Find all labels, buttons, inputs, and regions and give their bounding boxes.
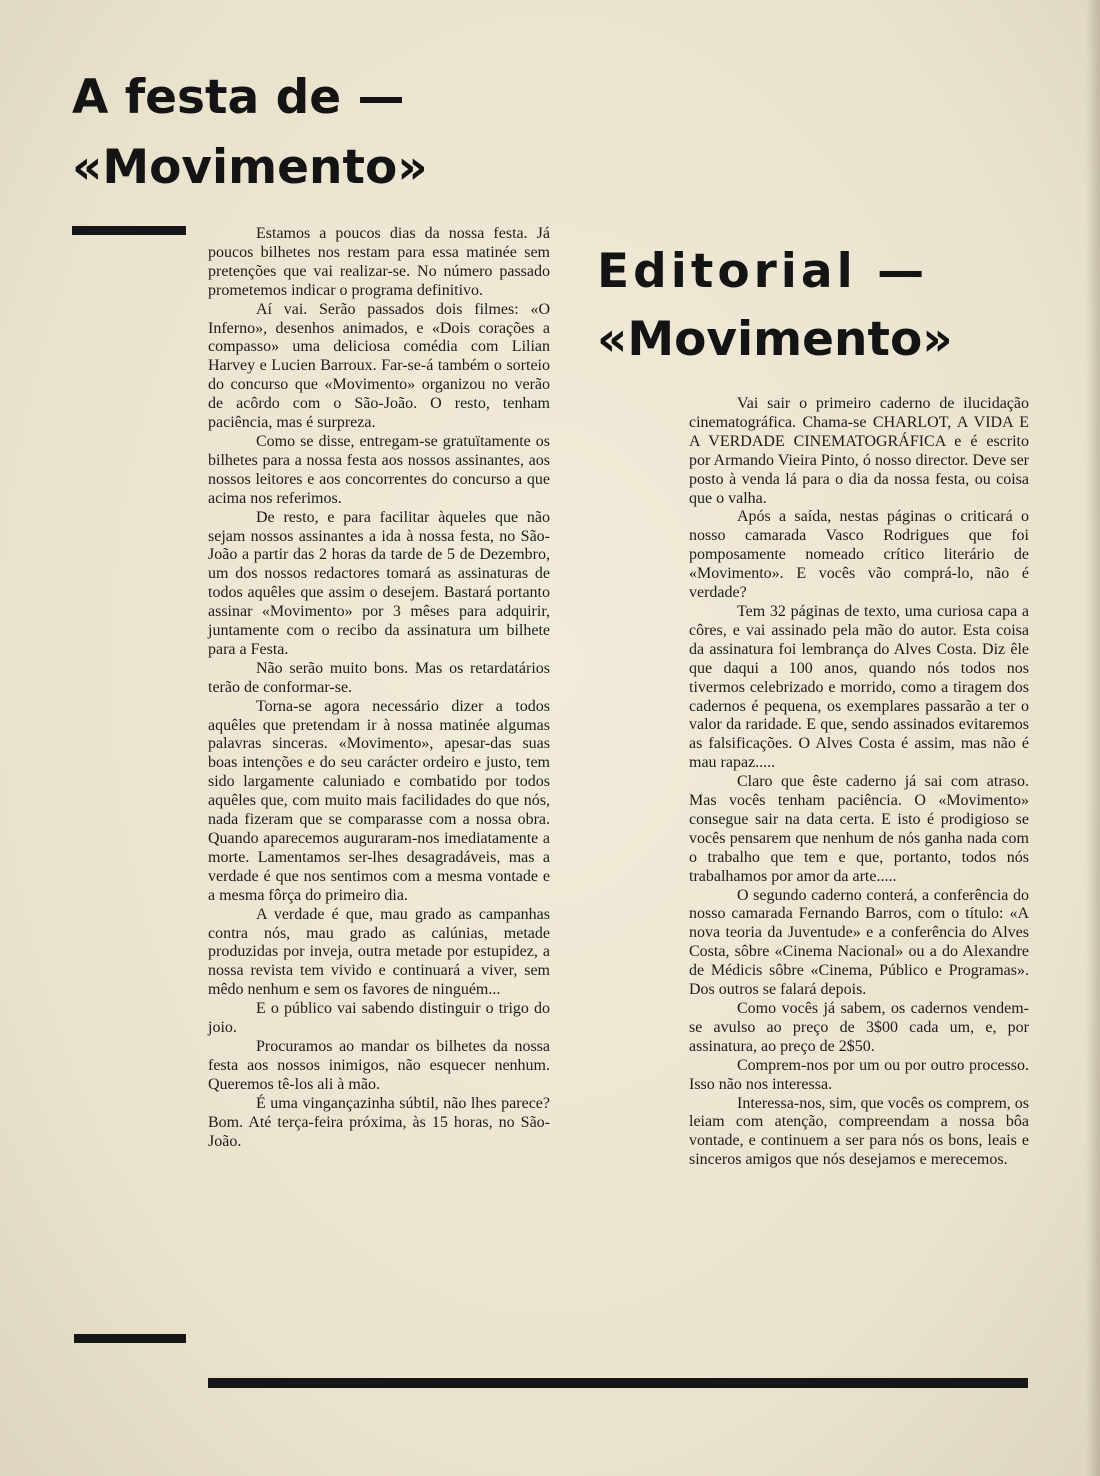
article-right-body [689, 395, 1029, 1170]
article-right-paragraph: Tem 32 páginas de texto, uma curiosa capa a côres, e vai assinado pela mão do autor. Esta coisa da assinatura foi lembrança do Alves Costa. Diz êle que daqui a 100 anos, quando nós todos nos tivermos celebrizado e morrido, como a tiragem dos cadernos é pequena, os exemplares passarão a ter o valor da raridade. E que, sendo assinados evitaremos as falsificações. O Alves Costa é assim, mas não é mau rapaz..... [689, 602, 1029, 772]
page-edge-shadow [1086, 0, 1100, 1476]
article-left-body [208, 225, 550, 1151]
article-left-paragraph: Como se disse, entregam-se gratuïtamente os bilhetes para a nossa festa aos nossos assinantes, aos nossos leitores e aos concorrentes do concurso a que acima nos referimos. [208, 432, 550, 507]
article-right-paragraph: Vai sair o primeiro caderno de ilucidação cinematográfica. Chama-se CHARLOT, A VIDA E A VERDADE CINEMATOGRÁFICA e é escrito por Armando Vieira Pinto, ó nosso director. Deve ser posto à venda lá para o dia da nossa festa, ou coisa que o valha. [689, 395, 1029, 507]
article-right-paragraph: O segundo caderno conterá, a conferência do nosso camarada Fernando Barros, com o título: «A nova teoria da Juventude» e a conferência do Alves Costa, sôbre «Cinema Nacional» ou a do Alexandre de Médicis sôbre «Cinema, Público e Programas». Dos outros se falará depois. [689, 886, 1029, 999]
decorative-rule-page-bottom [208, 1378, 1028, 1388]
decorative-rule-bottom-left [74, 1334, 186, 1343]
article-left-paragraph: Estamos a poucos dias da nossa festa. Já poucos bilhetes nos restam para essa matinée sem pretenções que vai realizar-se. No número passado prometemos indicar o programa definitivo. [208, 225, 550, 299]
article-right-paragraph: Comprem-nos por um ou por outro processo. Isso não nos interessa. [689, 1056, 1029, 1093]
article-right-title-line2: «Movimento» [597, 312, 953, 367]
article-right-paragraph: Após a saída, nestas páginas o criticará o nosso camarada Vasco Rodrigues que foi pomposamente nomeado crítico literário de «Movimento». E vocês vão comprá-lo, não é verdade? [689, 508, 1029, 602]
article-left-paragraph: E o público vai sabendo distinguir o trigo do joio. [208, 1000, 550, 1037]
article-left-paragraph: É uma vingançazinha súbtil, não lhes parece? Bom. Até terça-feira próxima, às 15 horas, no São-João. [208, 1094, 550, 1150]
article-left-paragraph: Procuramos ao mandar os bilhetes da nossa festa aos nossos inimigos, não esquecer nenhum. Queremos tê-los ali à mão. [208, 1037, 550, 1093]
article-right-paragraph: Interessa-nos, sim, que vocês os comprem, os leiam com atenção, compreendam a nossa bôa vontade, e continuem a ser para nós os bons, leais e sinceros amigos que nós desejamos e merecemos. [689, 1094, 1029, 1169]
article-left-paragraph: A verdade é que, mau grado as campanhas contra nós, mau grado as calúnias, metade produzidas por inveja, outra metade por estupidez, a nossa revista tem vivido e continuará a viver, sem mêdo nenhum e sem os favores de ninguém... [208, 905, 550, 999]
article-left-title-line2: «Movimento» [72, 140, 428, 195]
decorative-rule-top [72, 226, 186, 235]
article-left-paragraph: Não serão muito bons. Mas os retardatários terão de conformar-se. [208, 659, 550, 696]
article-left-paragraph: Aí vai. Serão passados dois filmes: «O Inferno», desenhos animados, e «Dois corações a compasso» uma deliciosa comédia com Lilian Harvey e Lucien Barroux. Far-se-á também o sorteio do concurso que «Movimento» organizou no verão de acôrdo com o São-João. O resto, tenham paciência, mas é surpreza. [208, 300, 550, 432]
article-right-paragraph: Como vocês já sabem, os cadernos vendem-se avulso ao preço de 3$00 cada um, e, por assinatura, ao preço de 2$50. [689, 1000, 1029, 1055]
article-left-paragraph: De resto, e para facilitar àqueles que não sejam nossos assinantes a ida à nossa festa, no São-João a partir das 2 horas da tarde de 5 de Dezembro, um dos nossos redactores tomará as assinaturas de todos aquêles que assim o desejem. Bastará portanto assinar «Movimento» por 3 mêses para adquirir, juntamente com o recibo da assinatura um bilhete para a Festa. [208, 508, 550, 658]
article-right-title-line1: Editorial — [597, 244, 929, 299]
article-left-paragraph: Torna-se agora necessário dizer a todos aquêles que pretendam ir à nossa matinée algumas palavras sinceras. «Movimento», apesar-das suas boas intenções e do seu carácter ordeiro e justo, tem sido largamente caluniado e combatido por todos aquêles que, com muito mais facilidades do que nós, nada fizeram que se comparasse com a nossa obra. Quando aparecemos auguraram-nos imediatamente a morte. Lamentamos ser-lhes desagradáveis, mas a verdade é que nos sentimos com a mesma vontade e a mesma fôrça do primeiro dia. [208, 697, 550, 904]
article-right-paragraph: Claro que êste caderno já sai com atraso. Mas vocês tenham paciência. O «Movimento» consegue sair na data certa. E isto é prodigioso se vocês pensarem que nenhum de nós ganha nada com o trabalho que tem e que, portanto, todos nós trabalhamos por amor da arte..... [689, 773, 1029, 885]
article-left-title-line1: A festa de — [72, 70, 405, 125]
